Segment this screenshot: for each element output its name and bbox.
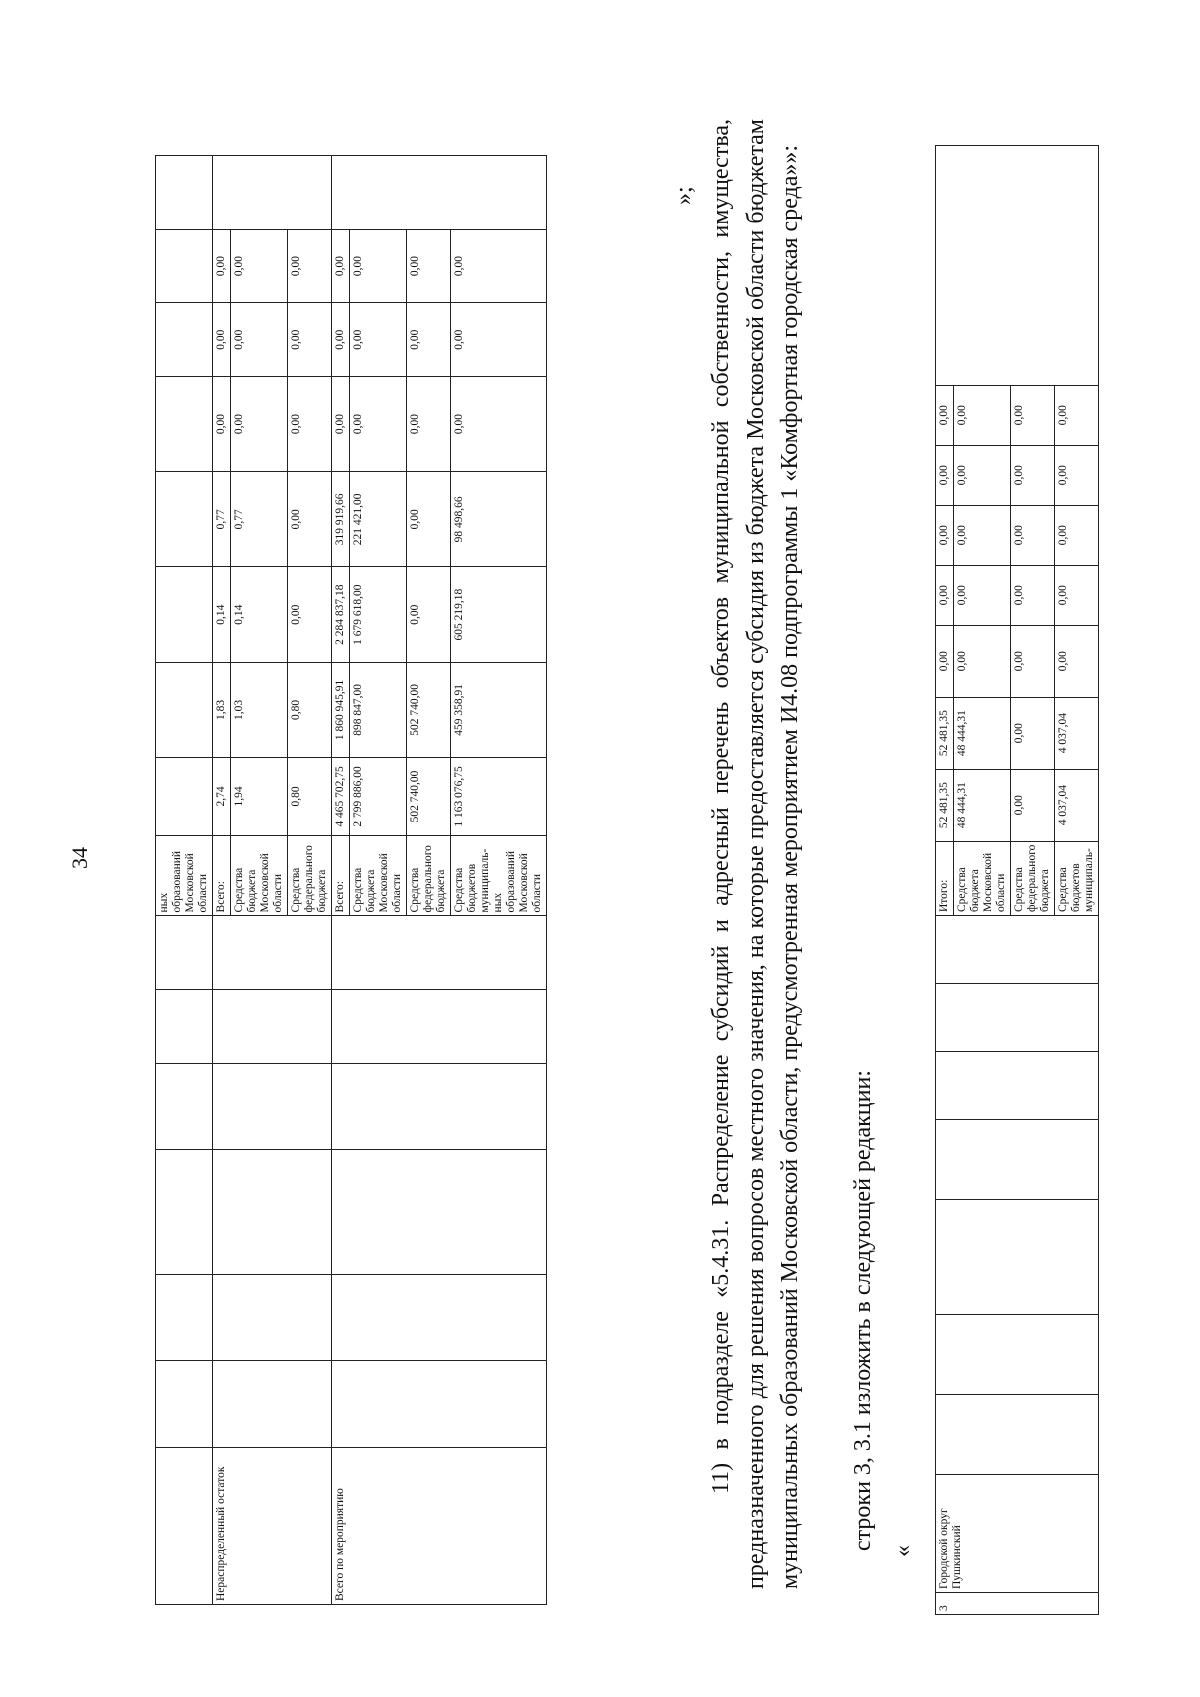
table-row: [213, 156, 231, 1605]
amount-cell: 0,80: [288, 662, 332, 757]
empty-cell: [332, 1274, 547, 1361]
amount-cell: 0,00: [451, 229, 547, 303]
amount-cell: 0,00: [288, 376, 332, 471]
empty-cell: [156, 1448, 213, 1605]
amount-cell: 0,00: [231, 376, 288, 471]
amount-cell: 0,00: [936, 445, 954, 505]
funding-source-cell: Средства федерального бюджета: [288, 835, 332, 916]
amount-cell: 0,00: [1011, 697, 1055, 769]
amount-cell: 1 163 076,75: [451, 758, 547, 836]
empty-cell: [156, 758, 213, 836]
amount-cell: 0,00: [288, 303, 332, 377]
amount-cell: 1 860 945,91: [332, 662, 350, 757]
amount-cell: 0,00: [1011, 505, 1055, 565]
amount-cell: 0,00: [1011, 445, 1055, 505]
empty-cell: [332, 1150, 547, 1275]
funding-source-cell: Итого:: [936, 841, 954, 915]
empty-cell: [213, 1150, 332, 1275]
amount-cell: 605 219,18: [451, 567, 547, 662]
empty-cell: [332, 990, 547, 1064]
empty-cell: [936, 1395, 1099, 1475]
amount-cell: 0,00: [936, 505, 954, 565]
amount-cell: 98 498,66: [451, 472, 547, 567]
empty-cell: [156, 156, 213, 230]
amount-cell: 0,00: [231, 229, 288, 303]
amount-cell: 319 919,66: [332, 472, 350, 567]
page-number: 34: [67, 847, 92, 869]
amount-cell: 1,03: [231, 662, 288, 757]
amount-cell: 0,00: [288, 472, 332, 567]
amount-cell: 0,00: [1011, 565, 1055, 625]
amount-cell: 4 037,04: [1055, 769, 1099, 841]
amount-cell: 1,83: [213, 662, 231, 757]
amount-cell: 0,00: [213, 376, 231, 471]
funding-source-cell: Средства бюджета Московской области: [954, 841, 1011, 915]
amount-cell: 0,00: [231, 303, 288, 377]
amount-cell: 1 679 618,00: [350, 567, 407, 662]
empty-cell: [213, 990, 332, 1064]
amount-cell: 0,00: [407, 229, 451, 303]
amount-cell: 0,00: [213, 303, 231, 377]
empty-cell: [156, 1150, 213, 1275]
amount-cell: 0,77: [231, 472, 288, 567]
empty-cell: [936, 1315, 1099, 1395]
amount-cell: 0,00: [350, 303, 407, 377]
funding-source-cell: Средства бюджета Московской области: [350, 835, 407, 916]
amount-cell: 0,00: [332, 303, 350, 377]
amount-cell: 0,80: [288, 758, 332, 836]
empty-cell: [156, 376, 213, 471]
table-row: [332, 156, 350, 1605]
table-row: [156, 156, 213, 1605]
amount-cell: 0,00: [1055, 445, 1099, 505]
empty-cell: [213, 1361, 332, 1448]
amount-cell: 0,00: [213, 229, 231, 303]
amount-cell: 0,00: [288, 567, 332, 662]
amount-cell: 0,14: [213, 567, 231, 662]
empty-cell: [156, 662, 213, 757]
empty-cell: [213, 916, 332, 990]
empty-cell: [156, 990, 213, 1064]
amount-cell: 0,00: [350, 376, 407, 471]
amount-cell: 4 037,04: [1055, 697, 1099, 769]
empty-cell: [936, 1200, 1099, 1315]
empty-cell: [332, 1361, 547, 1448]
amount-cell: 4 465 702,75: [332, 758, 350, 836]
event-total-label: Всего по мероприятию: [332, 1448, 547, 1605]
amount-cell: 0,00: [332, 229, 350, 303]
paragraph-11: 11) в подразделе «5.4.31. Распределение субсидий и адресный перечень объектов муниципальной собственности, имущества, предназначенного для решения вопросов местного значения, на которые предоставляется субсидия из бюджета Московской области бюджетам муниципальных образований Московской области, предусмотренная мероприятием И4.08 подпрограммы 1 «Комфортная городская среда»»:: [708, 119, 803, 1589]
amount-cell: 0,00: [407, 303, 451, 377]
amount-cell: 502 740,00: [407, 758, 451, 836]
funding-source-cell: Всего:: [332, 835, 350, 916]
table-row: [936, 146, 954, 1615]
amount-cell: 48 444,31: [954, 697, 1011, 769]
funding-source-cell: Средства федерального бюджета: [1011, 841, 1055, 915]
amount-cell: 0,00: [1011, 625, 1055, 697]
row-number-cell: 3: [936, 1593, 1099, 1615]
empty-cell: [156, 1274, 213, 1361]
empty-cell: [156, 567, 213, 662]
amount-cell: 502 740,00: [407, 662, 451, 757]
empty-cell: [332, 156, 547, 230]
amount-cell: 1,94: [231, 758, 288, 836]
amount-cell: 2,74: [213, 758, 231, 836]
amount-cell: 2 284 837,18: [332, 567, 350, 662]
amount-cell: 0,14: [231, 567, 288, 662]
funding-source-cell: Всего:: [213, 835, 231, 916]
closing-quote: »;: [671, 186, 697, 205]
funding-source-cell: Средства федерального бюджета: [407, 835, 451, 916]
amount-cell: 459 358,91: [451, 662, 547, 757]
amount-cell: 0,00: [936, 565, 954, 625]
amount-cell: 2 799 886,00: [350, 758, 407, 836]
amount-cell: 0,00: [1055, 565, 1099, 625]
funding-table-bottom: [935, 145, 1099, 1615]
amount-cell: 0,00: [407, 567, 451, 662]
empty-cell: [156, 472, 213, 567]
amount-cell: 52 481,35: [936, 697, 954, 769]
amount-cell: 0,00: [332, 376, 350, 471]
amount-cell: 0,77: [213, 472, 231, 567]
amount-cell: 0,00: [954, 625, 1011, 697]
funding-source-cell: ных образований Московской области: [156, 835, 213, 916]
amount-cell: 0,00: [1011, 385, 1055, 445]
empty-cell: [332, 1063, 547, 1150]
empty-cell: [936, 1052, 1099, 1120]
empty-cell: [156, 1361, 213, 1448]
amount-cell: 0,00: [350, 229, 407, 303]
unallocated-balance-label: Нераспределенный остаток: [213, 1448, 332, 1605]
empty-cell: [936, 984, 1099, 1052]
amount-cell: 0,00: [451, 303, 547, 377]
amount-cell: 0,00: [936, 385, 954, 445]
empty-cell: [213, 156, 332, 230]
amount-cell: 0,00: [451, 376, 547, 471]
funding-source-cell: Средства бюджетов муниципаль-ных образований Московской области: [451, 835, 547, 916]
empty-cell: [156, 916, 213, 990]
amount-cell: 0,00: [936, 625, 954, 697]
amount-cell: 0,00: [1055, 625, 1099, 697]
amount-cell: 0,00: [1055, 385, 1099, 445]
amount-cell: 0,00: [1055, 505, 1099, 565]
empty-cell: [936, 146, 1099, 386]
empty-cell: [332, 916, 547, 990]
empty-cell: [213, 1063, 332, 1150]
paragraph-rows-instruction: строки 3, 3.1 изложить в следующей редакции:: [850, 1070, 876, 1551]
empty-cell: [156, 303, 213, 377]
funding-source-cell: Средства бюджетов муниципаль-: [1055, 841, 1099, 915]
amount-cell: 221 421,00: [350, 472, 407, 567]
empty-cell: [156, 1063, 213, 1150]
opening-quote: «: [890, 1545, 916, 1557]
amount-cell: 0,00: [954, 385, 1011, 445]
municipality-label: Городской округ Пушкинский: [936, 1475, 1099, 1593]
amount-cell: 0,00: [407, 472, 451, 567]
amount-cell: 0,00: [288, 229, 332, 303]
empty-cell: [156, 229, 213, 303]
amount-cell: 0,00: [954, 445, 1011, 505]
amount-cell: 898 847,00: [350, 662, 407, 757]
amount-cell: 0,00: [1011, 769, 1055, 841]
amount-cell: 48 444,31: [954, 769, 1011, 841]
funding-source-cell: Средства бюджета Московской области: [231, 835, 288, 916]
empty-cell: [936, 1120, 1099, 1200]
amount-cell: 0,00: [954, 505, 1011, 565]
amount-cell: 0,00: [407, 376, 451, 471]
amount-cell: 52 481,35: [936, 769, 954, 841]
empty-cell: [936, 916, 1099, 984]
funding-table-top: [155, 155, 547, 1605]
amount-cell: 0,00: [954, 565, 1011, 625]
empty-cell: [213, 1274, 332, 1361]
